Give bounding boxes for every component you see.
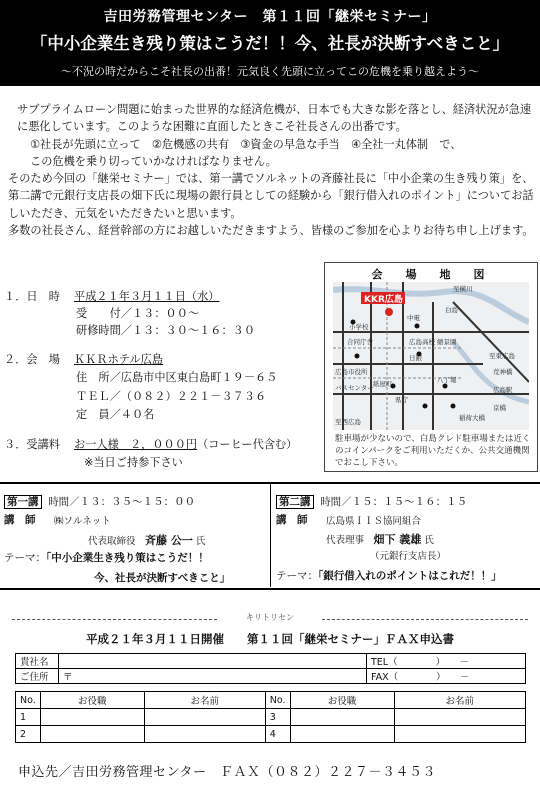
- venue-map: [324, 262, 538, 472]
- lecture-1-honorific: 氏: [195, 536, 206, 547]
- fee-row: [4, 436, 297, 452]
- divider: [270, 483, 271, 587]
- date-label: １．日 時: [4, 290, 60, 303]
- name-field[interactable]: [144, 726, 265, 743]
- fee-label: ３．受講料: [4, 438, 60, 451]
- fax-form-company-table: [15, 653, 526, 684]
- col-no: No.: [16, 692, 41, 709]
- lecture-2: [276, 486, 538, 586]
- row-number: 3: [265, 709, 290, 726]
- date-row: [4, 288, 219, 304]
- map-label: 至西広島: [335, 418, 361, 426]
- map-label: 八丁堀: [437, 376, 457, 384]
- row-number: 2: [16, 726, 41, 743]
- date-value: 平成２１年３月１１日（水）: [74, 290, 220, 303]
- lecture-1-name: 斉藤 公一: [145, 534, 193, 547]
- fee-value: お一人様 ２，０００円: [74, 438, 198, 451]
- company-label: 貴社名: [16, 654, 59, 669]
- map-label: 白島: [445, 306, 458, 314]
- lecture-2-theme: 「銀行借入れのポイントはこれだ！！」: [318, 570, 502, 582]
- training-time: 研修時間／１３：３０～１６：３０: [76, 324, 256, 337]
- map-label: 京橋: [493, 404, 506, 412]
- table-row: [16, 709, 526, 726]
- map-hotel-label: KKR広島: [364, 295, 403, 305]
- lecture-1-time: 時間／１３：３５～１５：００: [48, 496, 196, 508]
- lecture-1-theme-label: テーマ：: [4, 552, 46, 564]
- fax-form-attendee-table: [15, 691, 526, 743]
- map-label: 合同庁舎: [347, 338, 373, 346]
- col-title: お役職: [40, 692, 144, 709]
- map-label: 荒神橋: [493, 368, 513, 376]
- map-label: 県庁: [395, 396, 408, 404]
- tel-field[interactable]: TEL（ ） －: [367, 654, 526, 669]
- intro-paragraph: そのため今回の「継栄セミナー」では、第一講でソルネットの斉藤社長に「中小企業の生き残り策」を、第二講で元銀行支店長の畑下氏に現場の銀行員としての経験から「銀行借入れのポイント」についてお話しいただき、元気をいただきたいと思います。: [8, 172, 534, 220]
- intro-paragraph: サブプライムローン問題に始まった世界的な経済危機が、日本でも大きな影を落とし、経済状況が急速に悪化しています。このような困難に直面したときこそ社長さんの出番です。: [17, 103, 532, 134]
- map-title: 会 場 地 図: [371, 268, 491, 281]
- venue-value: ＫＫＲホテル広島: [74, 353, 163, 366]
- application-contact: 申込先／吉田労務管理センター ＦＡＸ（０８２）２２７－３４５３: [18, 765, 436, 780]
- lecture-2-theme-label: テーマ：: [276, 570, 318, 582]
- intro-paragraph: 多数の社長さん、経営幹部の方にお越しいただきますよう、皆様のご参加を心よりお待ち申し上げます。: [8, 224, 534, 238]
- lecture-2-name: 畑下 義雄: [373, 533, 422, 546]
- name-field[interactable]: [394, 709, 525, 726]
- lecture-2-speaker-label: 講 師: [276, 514, 308, 526]
- lecture-1-role: 代表取締役: [88, 536, 136, 547]
- reception-time: 受 付／１３：００～: [76, 307, 200, 320]
- venue-row: [4, 351, 163, 367]
- lecture-2-badge: 第二講: [276, 495, 314, 509]
- row-number: 1: [16, 709, 41, 726]
- organizer-line: 吉田労務管理センター 第１１回「継栄セミナー」: [103, 9, 437, 25]
- map-label: 日銀: [409, 354, 422, 362]
- col-name: お名前: [394, 692, 525, 709]
- lecture-1-company: ㈱ソルネット: [54, 516, 111, 527]
- fee-note: （コーヒー代含む）: [197, 438, 298, 451]
- map-label: 広島市役所: [335, 368, 368, 376]
- title-field[interactable]: [40, 709, 144, 726]
- lecture-1-theme: 「中小企業生き残り策はこうだ！！: [46, 552, 209, 564]
- col-title: お役職: [290, 692, 394, 709]
- lecture-2-company: 広島県ＩＩＳ協同組合: [326, 516, 422, 527]
- venue-address: 住 所／広島市中区東白島町１９－６５: [76, 371, 278, 384]
- lecture-1-theme: 今、社長が決断すべきこと」: [94, 572, 231, 584]
- map-label: 至東広島: [489, 352, 515, 360]
- parking-note: 駐車場が少ないので、白島クレド駐車場または近くのコインパークをご利用いただくか、公共交通機関でおこし下さい。: [335, 434, 531, 468]
- lecture-2-role: 代表理事: [326, 535, 365, 546]
- map-label: 広島高校: [409, 338, 435, 346]
- title-field[interactable]: [290, 709, 394, 726]
- lecture-2-time: 時間／１５：１５～１６：１５: [320, 496, 468, 508]
- col-name: お名前: [144, 692, 265, 709]
- capacity: 定 員／４０名: [76, 408, 155, 421]
- name-field[interactable]: [394, 726, 525, 743]
- name-field[interactable]: [144, 709, 265, 726]
- map-drawing: [333, 282, 529, 430]
- company-field[interactable]: [59, 654, 367, 669]
- intro-paragraph: この危機を乗り切っていかなければなりません。: [30, 154, 277, 168]
- lecture-1-badge: 第一講: [4, 495, 42, 509]
- venue-tel: ＴＥＬ／（０８２）２２１－３７３６: [76, 390, 267, 403]
- divider: [0, 588, 540, 590]
- lecture-2-honorific: 氏: [424, 535, 434, 546]
- map-label: 広島駅: [493, 386, 513, 394]
- map-label: 縮景園: [437, 338, 457, 346]
- table-row: [16, 726, 526, 743]
- lecture-2-former-title: （元銀行支店長）: [370, 551, 447, 562]
- fax-field[interactable]: FAX（ ） －: [367, 669, 526, 684]
- map-label: 小学校: [349, 323, 369, 331]
- map-label: 中電: [407, 314, 420, 322]
- title-field[interactable]: [40, 726, 144, 743]
- address-label: ご住所: [16, 669, 59, 684]
- intro-text: [8, 101, 534, 239]
- header-banner: [0, 0, 540, 86]
- row-number: 4: [265, 726, 290, 743]
- cut-line-label: キリトリセン: [246, 613, 294, 622]
- seminar-title: 「中小企業生き残り策はこうだ！！今、社長が決断すべきこと」: [30, 34, 510, 53]
- map-label: 稲荷大橋: [459, 414, 485, 422]
- title-field[interactable]: [290, 726, 394, 743]
- payment-note: ※当日ご持参下さい: [84, 456, 183, 469]
- seminar-subtitle: ～不況の時だからこそ社長の出番！元気良く先頭に立ってこの危機を乗り越えよう～: [61, 65, 479, 78]
- map-label: 至横川: [453, 285, 473, 293]
- address-field[interactable]: 〒: [59, 669, 367, 684]
- col-no: No.: [265, 692, 290, 709]
- intro-points: ①社長が先頭に立って ②危機感の共有 ③資金の早急な手当 ④全社一丸体制 で、: [30, 137, 462, 151]
- map-label: バスセンター: [335, 384, 374, 392]
- map-label: 紙屋町: [373, 380, 393, 388]
- lecture-1-speaker-label: 講 師: [4, 514, 36, 526]
- lecture-1: [4, 486, 266, 586]
- venue-label: ２．会 場: [4, 353, 60, 366]
- fax-form-heading: 平成２１年３月１１日開催 第１１回「継栄セミナー」ＦＡＸ申込書: [86, 632, 454, 646]
